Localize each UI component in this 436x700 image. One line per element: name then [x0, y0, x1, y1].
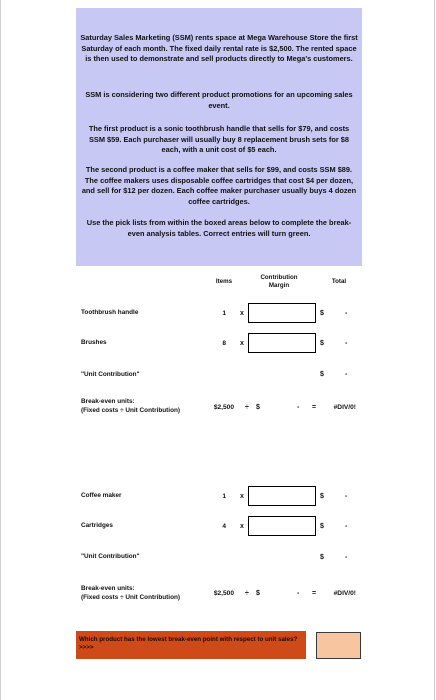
row-label-coffee-maker: Coffee maker	[81, 492, 122, 499]
contribution-select-coffee-maker[interactable]	[248, 486, 316, 506]
dollar-sign: $	[320, 371, 324, 378]
dollar-sign: $	[320, 340, 324, 347]
dollar-sign: $	[320, 554, 324, 561]
items-brushes: 8	[222, 340, 226, 347]
times-sign: x	[240, 493, 244, 500]
dollar-sign: $	[256, 404, 260, 411]
unit-contribution-label: "Unit Contribution"	[81, 371, 140, 378]
header-contribution-margin: Contribution Margin	[260, 274, 298, 289]
divide-sign: ÷	[245, 590, 249, 597]
page-border-right	[434, 0, 435, 700]
break-even-result: #DIV/0!	[333, 404, 356, 411]
contribution-select-toothbrush-handle[interactable]	[248, 303, 316, 323]
row-label-cartridges: Cartridges	[81, 522, 113, 529]
page-border-left	[0, 0, 1, 700]
intro-paragraph-2: SSM is considering two different product promotions for an upcoming sales event.	[85, 90, 353, 110]
items-toothbrush-handle: 1	[222, 310, 226, 317]
unit-contribution-value: -	[297, 590, 300, 597]
row-label-toothbrush-handle: Toothbrush handle	[81, 309, 139, 316]
fixed-costs: $2,500	[213, 404, 234, 411]
header-total: Total	[331, 278, 347, 285]
break-even-result: #DIV/0!	[333, 590, 356, 597]
equals-sign: =	[312, 590, 317, 597]
break-even-label: Break-even units:	[81, 398, 135, 405]
header-items: Items	[215, 278, 233, 285]
items-cartridges: 4	[222, 523, 226, 530]
dollar-sign: $	[320, 310, 324, 317]
times-sign: x	[240, 310, 244, 317]
total-toothbrush-handle: -	[345, 310, 348, 317]
question-banner	[76, 631, 306, 659]
unit-contribution-label: "Unit Contribution"	[81, 553, 140, 560]
dollar-sign: $	[256, 590, 260, 597]
unit-contribution-value: -	[297, 404, 300, 411]
times-sign: x	[240, 523, 244, 530]
fixed-costs: $2,500	[213, 590, 234, 597]
break-even-formula: (Fixed costs ÷ Unit Contribution)	[81, 594, 181, 601]
unit-contribution-total: -	[345, 554, 348, 561]
contribution-select-cartridges[interactable]	[248, 516, 316, 536]
intro-paragraph-5: Use the pick lists from within the boxed areas below to complete the break-even analysis tables. Correct entries will turn green.	[86, 218, 352, 238]
items-coffee-maker: 1	[222, 493, 226, 500]
dollar-sign: $	[320, 523, 324, 530]
dollar-sign: $	[320, 493, 324, 500]
intro-paragraph-3: The first product is a sonic toothbrush handle that sells for $79, and costs SSM $59. Each purchaser will usually buy 8 replacement brush sets for $8 each, with a unit cost of $5 each.	[88, 124, 350, 155]
break-even-label: Break-even units:	[81, 585, 135, 592]
intro-paragraph-4: The second product is a coffee maker that sells for $99, and costs SSM $89. The coffee makers uses disposable coffee cartridges that cost $4 per dozen, and sell for $12 per dozen. Each coffee maker purchaser usually buys 4 dozen coffee cartridges.	[81, 165, 357, 206]
total-brushes: -	[345, 340, 348, 347]
equals-sign: =	[312, 404, 317, 411]
break-even-formula: (Fixed costs ÷ Unit Contribution)	[81, 407, 181, 414]
contribution-select-brushes[interactable]	[248, 333, 316, 353]
divide-sign: ÷	[245, 404, 249, 411]
total-coffee-maker: -	[345, 493, 348, 500]
unit-contribution-total: -	[345, 371, 348, 378]
row-label-brushes: Brushes	[81, 339, 107, 346]
question-text: Which product has the lowest break-even point with respect to unit sales? >>>>	[79, 636, 298, 651]
answer-select[interactable]	[316, 632, 361, 659]
instructions-panel	[76, 8, 362, 266]
total-cartridges: -	[345, 523, 348, 530]
times-sign: x	[240, 340, 244, 347]
intro-paragraph-1: Saturday Sales Marketing (SSM) rents space at Mega Warehouse Store the first Saturday of each month. The fixed daily rental rate is $2,500. The rented space is then used to demonstrate and sell products directly to Mega's customers.	[80, 33, 358, 64]
